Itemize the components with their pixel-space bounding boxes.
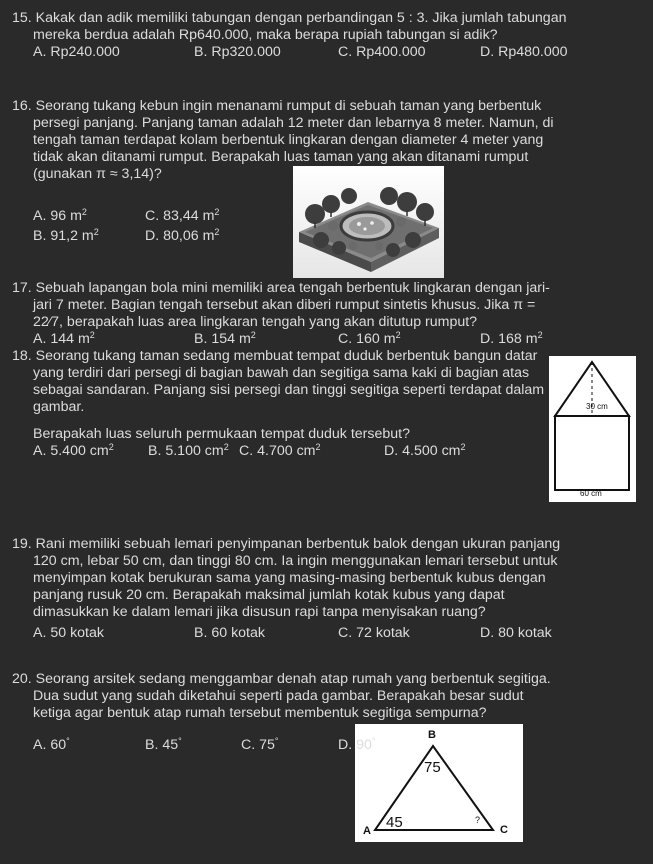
q19-line3: menyimpan kotak berukuran sama yang masing-masing berbentuk kubus dengan [33, 570, 546, 586]
q18-line2: yang terdiri dari persegi di bagian bawah dan segitiga sama kaki di bagian atas [33, 365, 530, 381]
q15-line2: mereka berdua adalah Rp640.000, maka berapa rupiah tabungan si adik? [33, 27, 498, 43]
q19-line5: dimasukkan ke dalam lemari jika disusun rapi tanpa menyisakan ruang? [33, 604, 486, 620]
vertex-a-label: A [363, 825, 371, 837]
q16-line2: persegi panjang. Panjang taman adalah 12 meter dan lebarnya 8 meter. Namun, di [33, 115, 554, 131]
q15-line1: 15. Kakak dan adik memiliki tabungan dengan perbandingan 5 : 3. Jika jumlah tabungan [12, 10, 567, 26]
vertex-b-label: B [428, 729, 436, 741]
roof-figure-panel [355, 724, 523, 842]
q17-option-a: A. 144 $m^2$ [33, 330, 95, 347]
q18-option-c: C. 4.700 $cm^2$ [239, 442, 321, 459]
q19-line2: 120 cm, lebar 50 cm, dan tinggi 80 cm. Ia ingin menggunakan lemari tersebut untuk [33, 553, 558, 569]
q20-option-d: D. 90° [338, 736, 376, 753]
q18-option-d: D. 4.500 $cm^2$ [384, 442, 466, 459]
q19-line1: 19. Rani memiliki sebuah lemari penyimpanan berbentuk balok dengan ukuran panjang [12, 536, 561, 552]
seat-height-label: 30 cm [586, 402, 608, 411]
roof-triangle [355, 724, 523, 842]
q16-option-d: D. 80,06 $m^2$ [145, 227, 220, 244]
q17-option-b: B. 154 $m^2$ [194, 330, 256, 347]
q16-line1: 16. Seorang tukang kebun ingin menanami rumput di sebuah taman yang berbentuk [12, 98, 542, 114]
angle-c-label: ? [475, 815, 481, 825]
q16-option-a: A. 96 $m^2$ [33, 207, 87, 224]
q18-line1: 18. Seorang tukang taman sedang membuat tempat duduk berbentuk bangun datar [12, 348, 538, 364]
q20-line1: 20. Seorang arsitek sedang menggambar denah atap rumah yang berbentuk segitiga. [12, 671, 551, 687]
q15-option-c: C. Rp400.000 [338, 44, 426, 60]
q20-option-a: A. 60° [33, 736, 70, 753]
seat-figure [549, 356, 636, 502]
q16-line4: tidak akan ditanami rumput. Berapakah luas taman yang akan ditanami rumput [33, 149, 529, 165]
q16-option-b: B. 91,2 $m^2$ [33, 227, 99, 244]
garden-image [293, 166, 444, 278]
q19-option-b: B. 60 kotak [194, 625, 265, 641]
angle-a-label: 45 [386, 814, 403, 831]
seat-figure-panel [549, 356, 636, 502]
q18-line4: gambar. [33, 399, 85, 415]
q19-option-d: D. 80 kotak [480, 625, 552, 641]
seat-side-label: 60 cm [580, 489, 602, 498]
q18-option-b: B. 5.100 $cm^2$ [148, 442, 229, 459]
q19-line4: panjang rusuk 20 cm. Berapakah maksimal jumlah kotak kubus yang dapat [33, 587, 505, 603]
q20-option-b: B. 45° [145, 736, 182, 753]
q17-option-d: D. 168 $m^2$ [480, 330, 543, 347]
q20-option-c: C. 75° [241, 736, 279, 753]
q18-line5: Berapakah luas seluruh permukaan tempat duduk tersebut? [33, 426, 410, 442]
q17-line2: jari 7 meter. Bagian tengah tersebut akan diberi rumput sintetis khusus. Jika π = [33, 297, 536, 313]
q20-line3: ketiga agar bentuk atap rumah tersebut membentuk segitiga sempurna? [33, 705, 487, 721]
q16-option-c: C. 83,44 $m^2$ [145, 207, 220, 224]
vertex-c-label: C [500, 824, 508, 836]
q15-option-b: B. Rp320.000 [194, 44, 281, 60]
q16-line3: tengah taman terdapat kolam berbentuk lingkaran dengan diameter 4 meter yang [33, 132, 544, 148]
q18-option-a: A. 5.400 $cm^2$ [33, 442, 114, 459]
q19-option-a: A. 50 kotak [33, 625, 104, 641]
q16-line5: (gunakan π ≈ 3,14)? [33, 166, 162, 182]
garden-illustration [293, 166, 444, 278]
q17-line1: 17. Sebuah lapangan bola mini memiliki area tengah berbentuk lingkaran dengan jari- [12, 280, 550, 296]
q18-line3: sebagai sandaran. Panjang sisi persegi dan tinggi segitiga seperti terdapat dalam [33, 382, 545, 398]
q17-option-c: C. 160 $m^2$ [338, 330, 401, 347]
q15-option-a: A. Rp240.000 [33, 44, 120, 60]
q17-line3: 22⁄7, berapakah luas area lingkaran tengah yang akan ditutup rumput? [33, 314, 478, 330]
angle-b-label: 75 [424, 759, 441, 776]
q19-option-c: C. 72 kotak [338, 625, 410, 641]
q15-option-d: D. Rp480.000 [480, 44, 568, 60]
q20-line2: Dua sudut yang sudah diketahui seperti pada gambar. Berapakah besar sudut [33, 688, 524, 704]
